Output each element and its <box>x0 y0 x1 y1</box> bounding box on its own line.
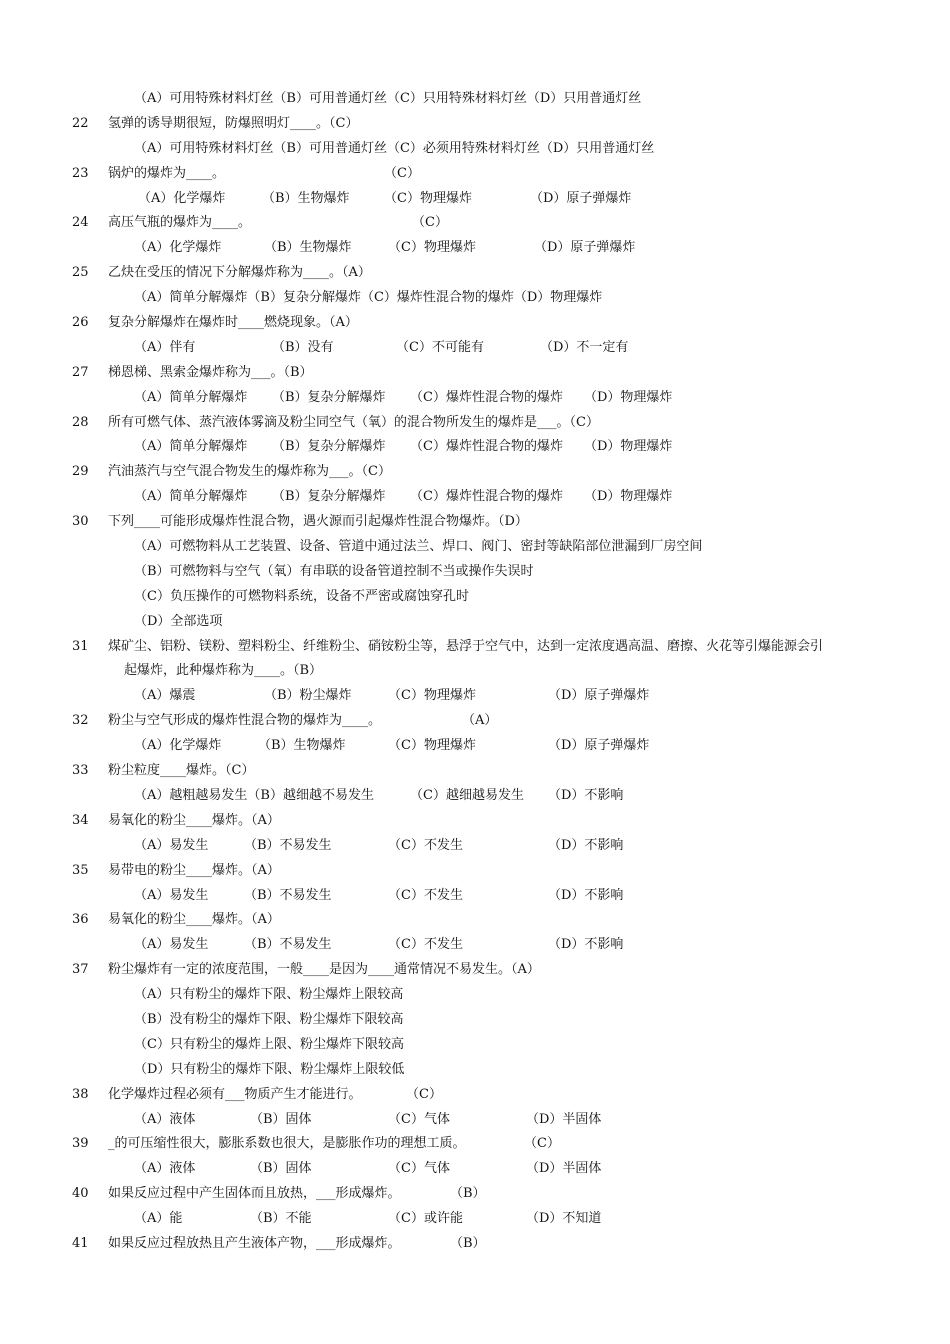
question-line <box>0 958 950 983</box>
question-text: 乙炔在受压的情况下分解爆炸称为____。（A） <box>108 265 371 281</box>
answer-option: （B）不易发生 <box>244 937 332 953</box>
answer-option: （D）不影响 <box>548 837 624 853</box>
question-line <box>0 460 950 485</box>
answer-option: （A）液体 <box>134 1111 196 1127</box>
answer-key: （C） <box>406 1086 442 1102</box>
question-number: 35 <box>72 862 89 878</box>
answer-option: （D）只有粉尘的爆炸下限、粉尘爆炸上限较低 <box>134 1061 405 1077</box>
answer-key: （C） <box>524 1136 560 1152</box>
answer-option: （B）复杂分解爆炸 <box>272 389 386 405</box>
question-number: 31 <box>72 638 89 654</box>
question-text: 粉尘粒度____爆炸。（C） <box>108 763 255 779</box>
question-line <box>0 635 950 660</box>
question-text: 所有可燃气体、蒸汽液体雾滴及粉尘同空气（氧）的混合物所发生的爆炸是___。（C） <box>108 414 599 430</box>
answer-option: （B）不易发生 <box>244 887 332 903</box>
options-line <box>0 435 950 460</box>
question-text: 易带电的粉尘____爆炸。（A） <box>108 862 280 878</box>
question-number: 39 <box>72 1136 89 1152</box>
options-line <box>0 560 950 585</box>
answer-option: （C）爆炸性混合物的爆炸 <box>410 439 563 455</box>
answer-option: （B）固体 <box>250 1161 312 1177</box>
answer-key: （B） <box>450 1235 486 1251</box>
answer-option: （C）气体 <box>388 1161 450 1177</box>
answer-option: （D）原子弹爆炸 <box>534 240 636 256</box>
options-line <box>0 784 950 809</box>
question-text: 化学爆炸过程必须有___物质产生才能进行。 <box>108 1086 362 1102</box>
question-line <box>0 261 950 286</box>
answer-option: （A）只有粉尘的爆炸下限、粉尘爆炸上限较高 <box>134 987 404 1003</box>
answer-option: （B）不能 <box>250 1211 312 1227</box>
answer-option: （C）爆炸性混合物的爆炸 <box>410 389 563 405</box>
answer-option: （D）半固体 <box>526 1161 602 1177</box>
question-text: 粉尘爆炸有一定的浓度范围，一般____是因为____通常情况不易发生。（A） <box>108 962 540 978</box>
question-line <box>0 112 950 137</box>
question-number: 26 <box>72 315 89 331</box>
options-line <box>0 386 950 411</box>
question-text: 汽油蒸汽与空气混合物发生的爆炸称为___。（C） <box>108 464 391 480</box>
answer-key: （C） <box>412 215 448 231</box>
answer-option: （C）或许能 <box>388 1211 463 1227</box>
answer-option: （B）复杂分解爆炸 <box>272 489 386 505</box>
answer-option: （D）原子弹爆炸 <box>548 738 650 754</box>
question-number: 40 <box>72 1186 89 1202</box>
answer-option: （A）可用特殊材料灯丝（B）可用普通灯丝（C）必须用特殊材料灯丝（D）只用普通灯丝 <box>134 140 655 156</box>
question-line <box>0 510 950 535</box>
answer-option: （C）物理爆炸 <box>388 240 476 256</box>
question-number: 24 <box>72 215 89 231</box>
options-line <box>0 87 950 112</box>
answer-option: （A）化学爆炸 <box>138 190 226 206</box>
question-line <box>0 1132 950 1157</box>
answer-option: （D）不知道 <box>526 1211 602 1227</box>
answer-key: （A） <box>462 713 498 729</box>
question-number: 22 <box>72 115 89 131</box>
answer-option: （D）不一定有 <box>540 339 629 355</box>
answer-option: （A）化学爆炸 <box>134 240 222 256</box>
options-line <box>0 1108 950 1133</box>
question-number: 27 <box>72 364 89 380</box>
options-line <box>0 535 950 560</box>
question-text: 下列____可能形成爆炸性混合物，遇火源而引起爆炸性混合物爆炸。（D） <box>108 514 528 530</box>
answer-option: （B）不易发生 <box>244 837 332 853</box>
options-line <box>0 734 950 759</box>
options-line <box>0 1033 950 1058</box>
options-line <box>0 1008 950 1033</box>
question-number: 25 <box>72 265 89 281</box>
question-text: 高压气瓶的爆炸为____。 <box>108 215 252 231</box>
options-line <box>0 286 950 311</box>
question-line <box>0 361 950 386</box>
answer-option: （C）物理爆炸 <box>384 190 472 206</box>
options-line <box>0 236 950 261</box>
options-line <box>0 1058 950 1083</box>
answer-option: （C）不发生 <box>388 937 463 953</box>
question-line <box>0 162 950 187</box>
question-text: 梯恩梯、黑索金爆炸称为___。（B） <box>108 364 313 380</box>
question-line <box>0 1083 950 1108</box>
question-text: _的可压缩性很大，膨胀系数也很大，是膨胀作功的理想工质。 <box>108 1136 466 1152</box>
answer-option: （B）没有粉尘的爆炸下限、粉尘爆炸下限较高 <box>134 1011 404 1027</box>
answer-key: （C） <box>384 165 420 181</box>
answer-option: （A）越粗越易发生（B）越细越不易发生 <box>134 787 374 803</box>
answer-option: （A）伴有 <box>134 339 196 355</box>
options-line <box>0 983 950 1008</box>
answer-option: （C）负压操作的可燃物料系统，设备不严密或腐蚀穿孔时 <box>134 588 469 604</box>
answer-option: （C）爆炸性混合物的爆炸 <box>410 489 563 505</box>
answer-option: （A）易发生 <box>134 887 209 903</box>
answer-option: （A）易发生 <box>134 937 209 953</box>
options-line <box>0 884 950 909</box>
question-line <box>0 1182 950 1207</box>
answer-option: （D）半固体 <box>526 1111 602 1127</box>
question-number: 32 <box>72 713 89 729</box>
question-line <box>0 908 950 933</box>
answer-option: （C）不发生 <box>388 837 463 853</box>
options-line <box>0 187 950 212</box>
answer-option: （C）不可能有 <box>396 339 484 355</box>
answer-option: （B）可燃物料与空气（氧）有串联的设备管道控制不当或操作失误时 <box>134 563 534 579</box>
answer-option: （C）气体 <box>388 1111 450 1127</box>
answer-option: （A）易发生 <box>134 837 209 853</box>
question-number: 33 <box>72 763 89 779</box>
answer-option: （D）全部选项 <box>134 613 223 629</box>
answer-option: （D）物理爆炸 <box>584 439 673 455</box>
answer-option: （A）液体 <box>134 1161 196 1177</box>
question-text: 如果反应过程中产生固体而且放热，___形成爆炸。 <box>108 1186 401 1202</box>
answer-option: （A）可燃物料从工艺装置、设备、管道中通过法兰、焊口、阀门、密封等缺陷部位泄漏到厂房空间 <box>134 539 703 555</box>
question-text: 锅炉的爆炸为____。 <box>108 165 226 181</box>
question-text-continued: 起爆炸，此种爆炸称为____。（B） <box>124 663 323 679</box>
question-line <box>0 709 950 734</box>
answer-option: （B）生物爆炸 <box>258 738 346 754</box>
question-line <box>0 809 950 834</box>
answer-option: （A）简单分解爆炸（B）复杂分解爆炸（C）爆炸性混合物的爆炸（D）物理爆炸 <box>134 290 603 306</box>
answer-option: （D）原子弹爆炸 <box>530 190 632 206</box>
answer-option: （D）不影响 <box>548 887 624 903</box>
answer-option: （B）生物爆炸 <box>264 240 352 256</box>
question-number: 38 <box>72 1086 89 1102</box>
exam-question-list <box>0 87 950 1257</box>
answer-option: （B）固体 <box>250 1111 312 1127</box>
question-text: 如果反应过程放热且产生液体产物，___形成爆炸。 <box>108 1235 401 1251</box>
answer-option: （D）不影响 <box>548 787 624 803</box>
answer-option: （B）生物爆炸 <box>262 190 350 206</box>
options-line <box>0 336 950 361</box>
answer-option: （C）不发生 <box>388 887 463 903</box>
question-text: 易氧化的粉尘____爆炸。（A） <box>108 812 280 828</box>
answer-option: （A）化学爆炸 <box>134 738 222 754</box>
answer-option: （C）只有粉尘的爆炸上限、粉尘爆炸下限较高 <box>134 1036 404 1052</box>
question-line <box>0 1232 950 1257</box>
options-line <box>0 1157 950 1182</box>
answer-option: （D）物理爆炸 <box>584 489 673 505</box>
answer-option: （A）简单分解爆炸 <box>134 439 248 455</box>
answer-option: （A）简单分解爆炸 <box>134 489 248 505</box>
question-text: 煤矿尘、铝粉、镁粉、塑料粉尘、纤维粉尘、硝铵粉尘等，悬浮于空气中，达到一定浓度遇高温、磨擦、火花等引爆能源会引 <box>108 638 824 654</box>
question-number: 34 <box>72 812 89 828</box>
options-line <box>0 485 950 510</box>
question-line <box>0 759 950 784</box>
question-number: 23 <box>72 165 89 181</box>
options-line <box>0 1207 950 1232</box>
options-line <box>0 137 950 162</box>
options-line <box>0 610 950 635</box>
question-number: 29 <box>72 464 89 480</box>
question-continuation-line <box>0 659 950 684</box>
options-line <box>0 933 950 958</box>
question-number: 30 <box>72 514 89 530</box>
question-number: 36 <box>72 912 89 928</box>
question-number: 37 <box>72 962 89 978</box>
answer-option: （B）没有 <box>272 339 334 355</box>
answer-option: （C）物理爆炸 <box>388 738 476 754</box>
answer-option: （D）不影响 <box>548 937 624 953</box>
answer-option: （A）可用特殊材料灯丝（B）可用普通灯丝（C）只用特殊材料灯丝（D）只用普通灯丝 <box>134 91 642 106</box>
question-line <box>0 859 950 884</box>
question-number: 28 <box>72 414 89 430</box>
answer-option: （A）简单分解爆炸 <box>134 389 248 405</box>
question-text: 易氧化的粉尘____爆炸。（A） <box>108 912 280 928</box>
answer-key: （B） <box>450 1186 486 1202</box>
answer-option: （C）越细越易发生 <box>410 787 524 803</box>
question-line <box>0 211 950 236</box>
answer-option: （A）爆震 <box>134 688 196 704</box>
answer-option: （C）物理爆炸 <box>388 688 476 704</box>
answer-option: （D）物理爆炸 <box>584 389 673 405</box>
question-text: 粉尘与空气形成的爆炸性混合物的爆炸为____。 <box>108 713 382 729</box>
question-text: 复杂分解爆炸在爆炸时____燃烧现象。（A） <box>108 315 358 331</box>
answer-option: （B）粉尘爆炸 <box>264 688 352 704</box>
options-line <box>0 585 950 610</box>
question-text: 氢弹的诱导期很短，防爆照明灯____。（C） <box>108 115 359 131</box>
question-line <box>0 411 950 436</box>
options-line <box>0 834 950 859</box>
answer-option: （A）能 <box>134 1211 183 1227</box>
answer-option: （D）原子弹爆炸 <box>548 688 650 704</box>
options-line <box>0 684 950 709</box>
question-number: 41 <box>72 1235 89 1251</box>
question-line <box>0 311 950 336</box>
answer-option: （B）复杂分解爆炸 <box>272 439 386 455</box>
